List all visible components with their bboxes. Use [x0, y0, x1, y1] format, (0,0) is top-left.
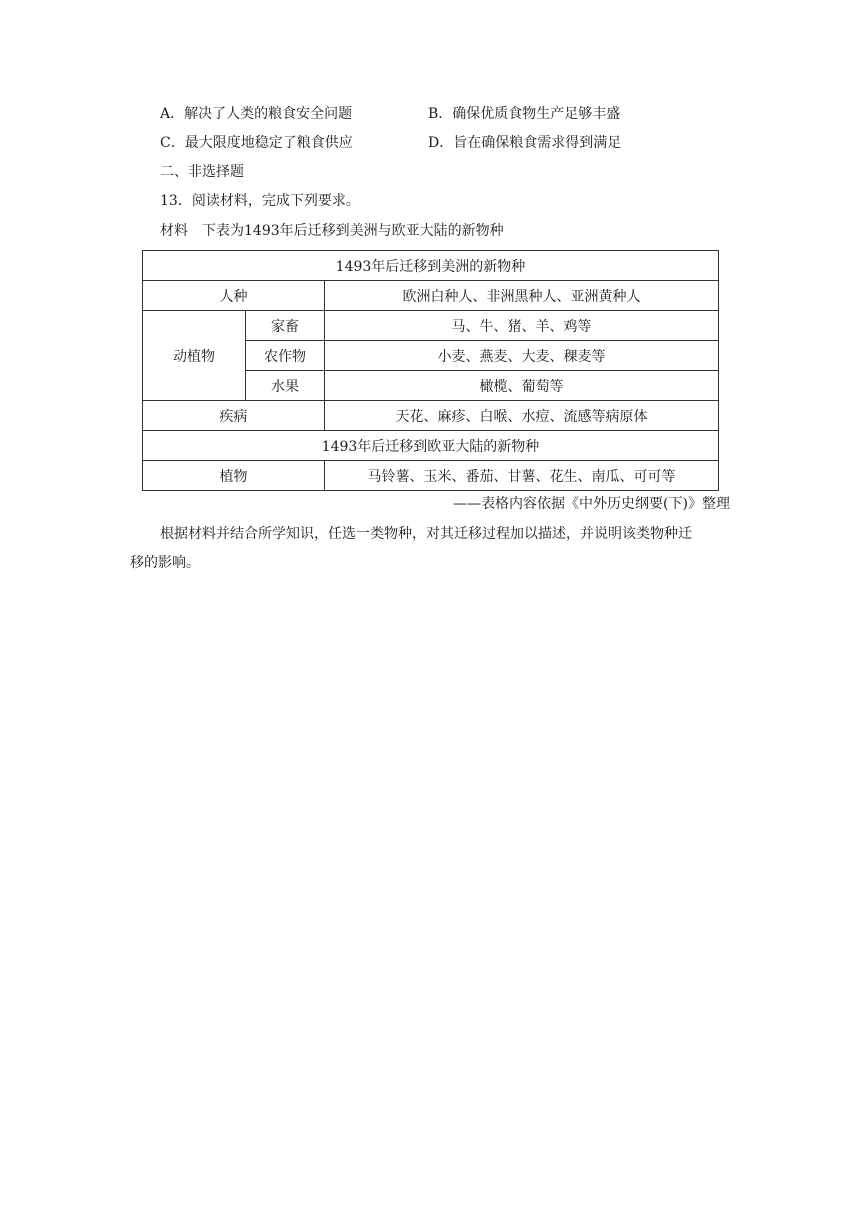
task-line-2: 移的影响。	[130, 555, 200, 571]
option-d: D．旨在确保粮食需求得到满足	[428, 135, 622, 151]
table-row	[143, 431, 719, 461]
table-row	[143, 251, 719, 281]
question-title: 13．阅读材料，完成下列要求。	[160, 193, 360, 209]
table-header-americas: 1493年后迁移到美洲的新物种	[143, 251, 719, 281]
option-b: B．确保优质食物生产足够丰盛	[428, 106, 621, 122]
table-row	[143, 461, 719, 491]
table-header-eurasia: 1493年后迁移到欧亚大陆的新物种	[143, 431, 719, 461]
row-value-disease: 天花、麻疹、白喉、水痘、流感等病原体	[325, 401, 719, 431]
table-row	[143, 281, 719, 311]
group-label-flora-fauna: 动植物	[143, 311, 246, 401]
task-line-1: 根据材料并结合所学知识，任选一类物种，对其迁移过程加以描述，并说明该类物种迁	[160, 526, 692, 542]
row-label-fruit: 水果	[246, 371, 325, 401]
option-a: A．解决了人类的粮食安全问题	[160, 106, 353, 122]
species-table	[142, 250, 719, 491]
table-row	[143, 401, 719, 431]
option-c: C．最大限度地稳定了粮食供应	[160, 135, 353, 151]
row-value-livestock: 马、牛、猪、羊、鸡等	[325, 311, 719, 341]
row-value-people: 欧洲白种人、非洲黑种人、亚洲黄种人	[325, 281, 719, 311]
source-note: ——表格内容依据《中外历史纲要(下)》整理	[453, 496, 730, 512]
row-value-crops: 小麦、燕麦、大麦、稞麦等	[325, 341, 719, 371]
row-value-plants: 马铃薯、玉米、番茄、甘薯、花生、南瓜、可可等	[325, 461, 719, 491]
row-label-plants: 植物	[143, 461, 325, 491]
table-row	[143, 311, 719, 341]
row-label-disease: 疾病	[143, 401, 325, 431]
section-heading: 二、非选择题	[160, 164, 244, 180]
row-label-livestock: 家畜	[246, 311, 325, 341]
row-label-crops: 农作物	[246, 341, 325, 371]
row-label-people: 人种	[143, 281, 325, 311]
row-value-fruit: 橄榄、葡萄等	[325, 371, 719, 401]
material-intro: 材料 下表为1493年后迁移到美洲与欧亚大陆的新物种	[160, 223, 504, 239]
